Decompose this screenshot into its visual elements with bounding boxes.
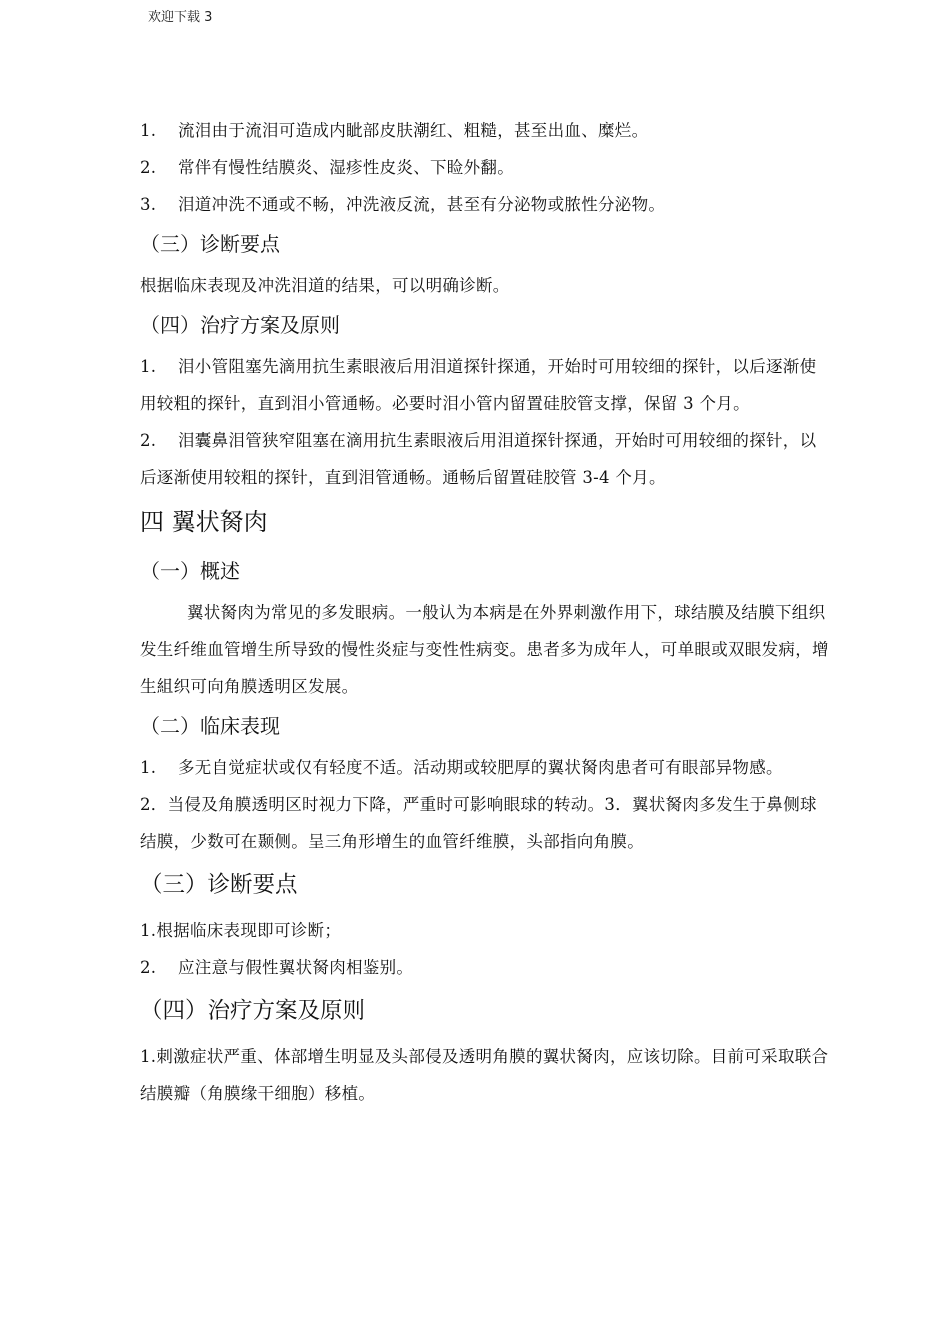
list-item: [140, 267, 830, 304]
list-text: 1.根据临床表现即可诊断；: [140, 921, 342, 940]
list-number: 3.: [140, 195, 157, 214]
list-text: 根据临床表现及冲洗泪道的结果，可以明确诊断。: [140, 276, 510, 295]
list-item: [140, 422, 830, 496]
list-number: 2.: [140, 158, 157, 177]
list-number: 1.: [140, 357, 157, 376]
list-text: 泪小管阻塞先滴用抗生素眼液后用泪道探针探通，开始时可用较细的探针，以后逐渐使用较粗的探针，直到泪小管通畅。必要时泪小管内留置硅胶管支撑，保留 3 个月。: [140, 357, 817, 413]
list-text: 多无自觉症状或仅有轻度不适。活动期或较肥厚的翼状胬肉患者可有眼部异物感。: [178, 758, 783, 777]
list-item: [140, 149, 830, 186]
list-item: [140, 786, 830, 860]
list-item: [140, 949, 830, 986]
list-text: 流泪由于流泪可造成内眦部皮肤潮红、粗糙，甚至出血、糜烂。: [178, 121, 649, 140]
list-number: 1.: [140, 121, 157, 140]
list-item: [140, 912, 830, 949]
list-item: [140, 186, 830, 223]
list-text: 应注意与假性翼状胬肉相鉴别。: [178, 958, 414, 977]
list-text: 泪道冲洗不通或不畅，冲洗液反流，甚至有分泌物或脓性分泌物。: [178, 195, 666, 214]
subsection-heading: （三）诊断要点: [140, 872, 298, 898]
list-item: [140, 348, 830, 422]
list-text: 泪囊鼻泪管狭窄阻塞在滴用抗生素眼液后用泪道探针探通，开始时可用较细的探针，以后逐渐使用较粗的探针，直到泪管通畅。通畅后留置硅胶管 3-4 个月。: [140, 431, 817, 487]
subsection-heading: （四）治疗方案及原则: [140, 313, 340, 337]
paragraph: 翼状胬肉为常见的多发眼病。一般认为本病是在外界刺激作用下，球结膜及结膜下组织发生纤维血管增生所导致的慢性炎症与变性性病变。患者多为成年人，可单眼或双眼发病，增生組织可向角膜透明区发展。: [140, 603, 829, 696]
list-number: 1.: [140, 758, 157, 777]
section-heading: 四 翼状胬肉: [140, 508, 268, 536]
list-text: 常伴有慢性结膜炎、湿疹性皮炎、下睑外翻。: [178, 158, 514, 177]
page-header: 欢迎下载 3: [148, 10, 213, 25]
list-number: 2.: [140, 431, 157, 450]
document-body: [140, 112, 830, 1112]
list-item: [140, 1038, 830, 1112]
subsection-heading: （三）诊断要点: [140, 232, 280, 256]
list-text: 1.刺激症状严重、体部增生明显及头部侵及透明角膜的翼状胬肉，应该切除。目前可采取联合结膜瓣（角膜缘干细胞）移植。: [140, 1047, 829, 1103]
list-text: 2．当侵及角膜透明区时视力下降，严重时可影响眼球的转动。3．翼状胬肉多发生于鼻侧球结膜，少数可在颞侧。呈三角形增生的血管纤维膜，头部指向角膜。: [140, 795, 817, 851]
list-number: 2.: [140, 958, 157, 977]
subsection-heading: （二）临床表现: [140, 714, 280, 738]
list-item: [140, 749, 830, 786]
list-item: [140, 112, 830, 149]
subsection-heading: （一）概述: [140, 559, 240, 583]
subsection-heading: （四）治疗方案及原则: [140, 998, 366, 1024]
